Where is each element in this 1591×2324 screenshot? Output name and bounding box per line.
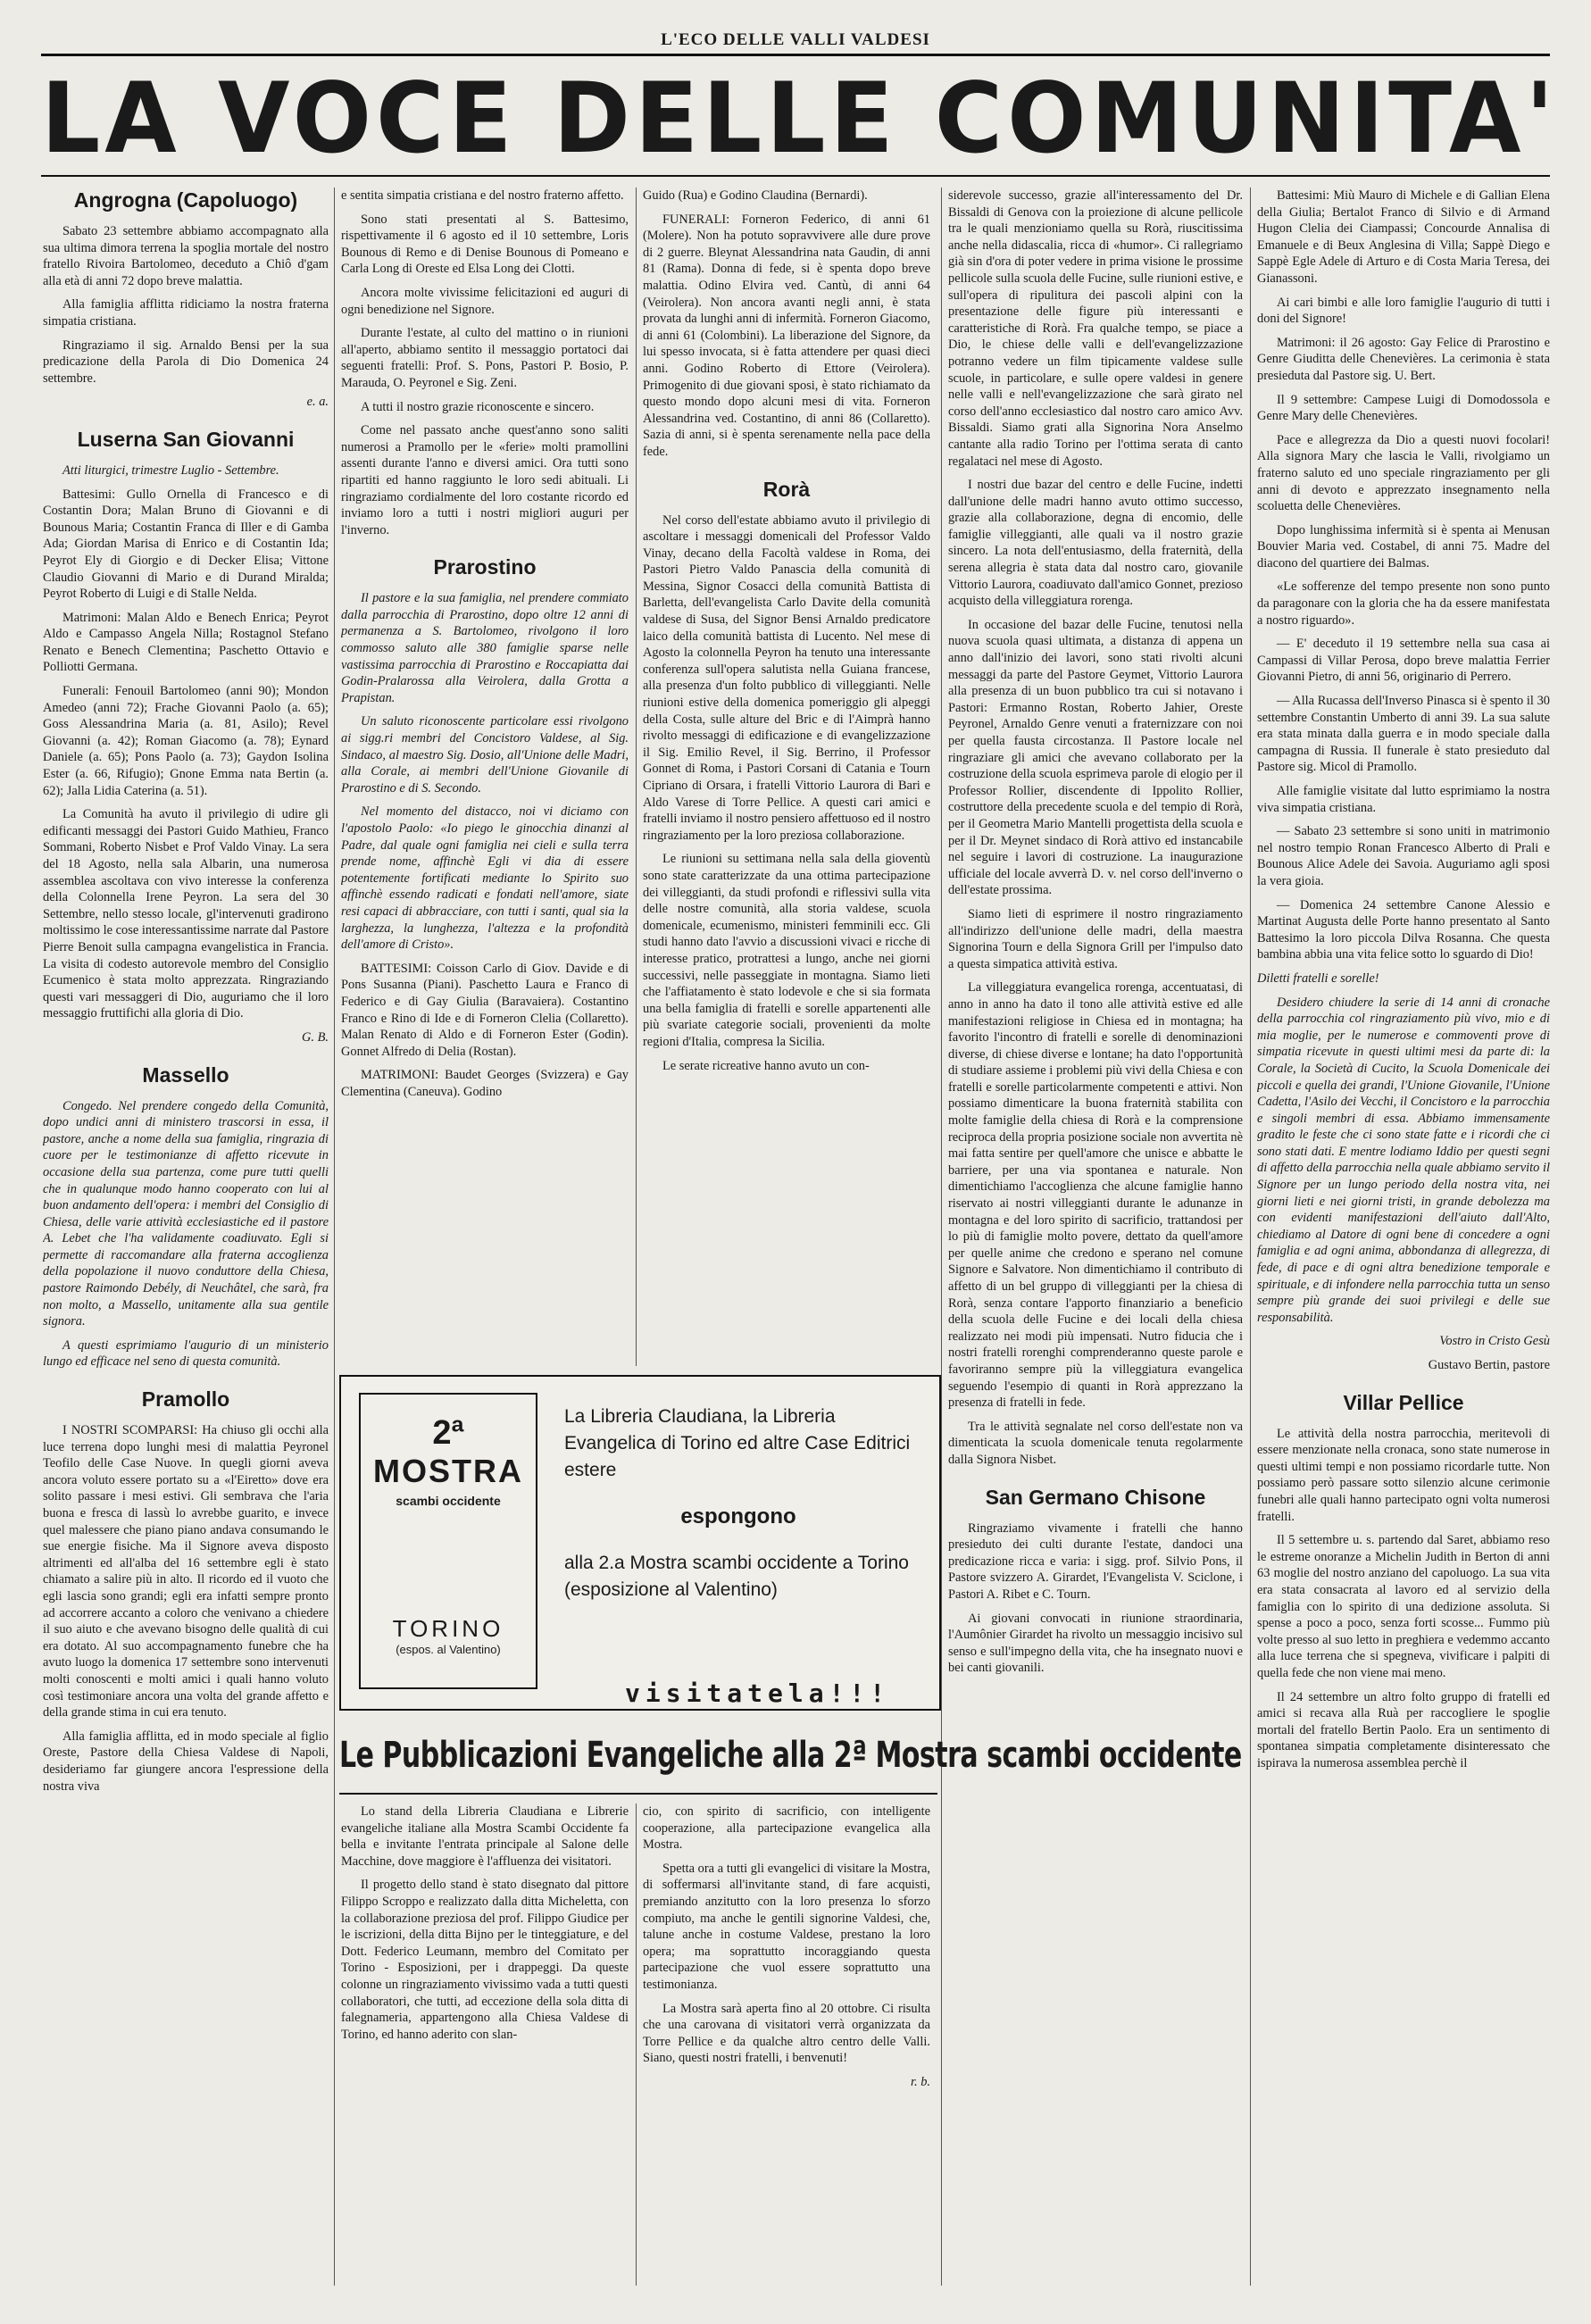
column-rule — [334, 187, 335, 2286]
ad-espongono: espongono — [680, 1504, 796, 1529]
paragraph: Il 9 settembre: Campese Luigi di Domodossola e Genre Mary delle Chenevières. — [1257, 392, 1550, 424]
paragraph: MATRIMONI: Baudet Georges (Svizzera) e Gay Clementina (Caneuva). Godino — [341, 1068, 629, 1099]
signature: Gustavo Bertin, pastore — [1428, 1358, 1550, 1372]
paragraph: Alla famiglia afflitta ridiciamo la nostra fraterna simpatia cristiana. — [43, 297, 329, 329]
paragraph: Battesimi: Miù Mauro di Michele e di Gallian Elena della Giulia; Bertalot Franco di Silvio e di Armand Hugon Clelia dei Ciampassi; Concourde Annalisa di Emanuele e di Beux Anglesina di Villa; Sappè Diego e Sappè Egle Adele di Arturo e di Costa Maria Teresa, dei Gianassoni. — [1257, 188, 1550, 286]
column-rule — [941, 187, 942, 2286]
ad-logo-box — [359, 1393, 537, 1689]
ad-line-1: La Libreria Claudiana, la Libreria Evangelica di Torino ed altre Case Editrici estere — [564, 1406, 911, 1480]
paragraph: Ringraziamo vivamente i fratelli che hanno presieduto dei culti durante l'estate, dandoci una predicazione ricca e varia: i sigg. prof. Silvio Pons, il Pastore svizzero A. Girardet, l'Evangelista V. Sciclone, i Pastori A. Ribet e C. Tourn. — [948, 1520, 1243, 1602]
column-3 — [643, 187, 930, 1366]
paragraph: Tra le attività segnalate nel corso dell'estate non va dimenticata la scuola domenicale tenuta regolarmente dalla Signora Nisbet. — [948, 1419, 1243, 1467]
paragraph: Funerali: Fenouil Bartolomeo (anni 90); Mondon Amedeo (anni 72); Frache Giovanni Paolo (a. 65); Goss Alessandrina Maria (a. 81, Asilo); Revel Giovanni (a. 42); Roman Giacomo (a. 78); Eynard Daniele (a. 65); Pons Paolo (a. 73); Gaydon Isolina Ester (a. 66, Rifugio); Gnone Emma nata Bertin (a. 62); Jalla Lidia Caterina (a. 51). — [43, 684, 329, 798]
paragraph: Nel corso dell'estate abbiamo avuto il privilegio di ascoltare i messaggi domenicali del Professor Valdo Vinay, decano della Facoltà valdese in Roma, dei Pastori Pietro Valdo Panascia della comunità di Messina, Signor Cosacci della comunità Battista di Barletta, dell'evangelista Carlo Davite della comunità valdese di Susa, del Signor Bensi Arnaldo predicatore laico della comunità battista di Lucento. Nel mese di Agosto la colonnella Peyron ha tenuto una interessante conferenza sull'opera salutista nella Guiana francese, alla presenza d'un folto pubblico di villeggianti. Nelle riunioni estive della domenica pomeriggio gli alpeggi della Costa, sulle alture del Bric e di l'Aimprà hanno rivolto messaggi di edificazione e di evangelizzazione il Sig. Emilio Revel, il Sig. Berrino, il Professor Gonnet di Roma, i Pastori Corsani di Catania e Tourn Cipriano di Orsara, i fratelli Vittorio Laurora di Bari e Aldo Varese di Torre Pellice. A questi cari amici e fratelli inviamo il nostro pensiero affettuoso ed il nostro ringraziamento per la loro preziosa collaborazione. — [643, 512, 930, 843]
column-5 — [1257, 187, 1550, 2277]
paragraph: Desidero chiudere la serie di 14 anni di cronache della parrocchia col ringraziamento più vivo, mio e di mia moglie, per le numerose e commoventi prove di simpatia ricevute in questi ultimi mesi da parte di: la Corale, la Società di Cucito, la Scuola Domenicale dei piccoli e quella dei grandi, l'Unione Giovanile, l'Unione Cadetta, l'Asilo dei Vecchi, il Concistoro e la parrocchia e singoli membri di essa. Abbiamo immensamente gradito le feste che ci sono state fatte e i ricordi che ci sono stati dati. E mentre lodiamo Iddio per questi segni di affetto della parrocchia nella quale abbiamo servito il Signore per un lungo periodo della nostra vita, nei giorni lieti e nei giorni tristi, in grande debolezza ma con evidenti manifestazioni dell'aiuto dall'Alto, chiediamo al Datore di ogni bene di concedere a ogni famiglia e ad ogni anima, abbondanza di allegrezza, di fede, di pace e di ogni altra benedizione temporale e spirituale, e di infondere nella parrocchia tutta un senso sempre più grande dei suoi privilegi e delle sue responsabilità. — [1257, 995, 1550, 1325]
section-title-san-germano: San Germano Chisone — [985, 1485, 1206, 1509]
paragraph: Alla famiglia afflitta, ed in modo speciale al figlio Oreste, Pastore della Chiesa Valdese di Napoli, desideriamo far giungere ancora l'espressione della nostra viva — [43, 1728, 329, 1794]
paragraph: Ai giovani convocati in riunione straordinaria, l'Aumônier Girardet ha rivolto un messaggio incisivo sul senso e sull'impegno della vita, che ha insegnato nuovi e bei canti giovanili. — [948, 1611, 1243, 1676]
section-title-angrogna: Angrogna (Capoluogo) — [73, 188, 298, 212]
paragraph: Matrimoni: il 26 agosto: Gay Felice di Prarostino e Genre Giuditta delle Chenevières. La cerimonia è stata presieduta dal Pastore sig. U. Bert. — [1257, 335, 1550, 383]
paragraph: Il pastore e la sua famiglia, nel prendere commiato dalla parrocchia di Prarostino, dopo oltre 12 anni di permanenza a S. Bartolomeo, rivolgono il loro commosso saluto alle 380 famiglie sparse nelle vastissima parrocchia di Prarostino e Roccapiatta dai Godin-Pralarossa alla Veirolera, dalla Grotta a Prapistan. — [341, 591, 629, 705]
paragraph: A tutti il nostro grazie riconoscente e sincero. — [361, 399, 595, 414]
paragraph: «Le sofferenze del tempo presente non sono punto da paragonare con la gloria che ha da essere manifestata a nostro riguardo». — [1257, 579, 1550, 628]
masthead-rule — [41, 175, 1550, 177]
ad-scambi: scambi occidente — [396, 1494, 501, 1508]
paragraph: In occasione del bazar delle Fucine, tenutosi nella nuova scuola quasi ultimata, a distanza di appena un anno dall'inizio dei lavori, sono stati rivolti alcuni messaggi da parte del Pastore Geymet, Vittorio Laurora alla presenza di un buon pubblico tra cui si notavano i Pastori: Ermanno Rostan, Roberto Jahier, Oreste Peyronel, Arnaldo Genre venuti a fraternizzare con noi per quella fausta circostanza. Il Pastore locale nel ringraziare gli amici che avevano collaborato per la costruzione della scuola esprimeva parole di elogio per il Professor Rollier, discendente di Ippolito Rollier, costruttore della precedente scuola e del tempio di Rorà, per il Geometra Mario Mantelli progettista della scuola e per il Dr. Meynet sindaco di Rorà attivo ed instancabile nel seguire i lavori di costruzione. La inaugurazione ufficiale del locale avverrà D. v. nel corso dell'inverno o dell'estate prossima. — [948, 617, 1243, 898]
masthead: LA VOCE DELLE COMUNITA' — [41, 60, 1559, 176]
column-1 — [43, 187, 329, 2277]
signature: G. B. — [302, 1029, 329, 1045]
signature: r. b. — [911, 2074, 930, 2089]
paragraph: A questi esprimiamo l'augurio di un ministerio lungo ed efficace nel seno di questa comunità. — [43, 1337, 329, 1370]
section-title-luserna: Luserna San Giovanni — [77, 427, 295, 451]
section-title-prarostino: Prarostino — [433, 555, 537, 579]
article-headline: Le Pubblicazioni Evangeliche alla 2ª Mostra scambi occidente — [339, 1734, 1242, 1777]
paragraph: Diletti fratelli e sorelle! — [1257, 970, 1379, 986]
column-rule — [1250, 187, 1251, 2286]
paragraph: cio, con spirito di sacrificio, con intelligente cooperazione, alla partecipazione evangelica alla Mostra. — [643, 1804, 930, 1853]
visitatela: visitatela!!! — [625, 1678, 891, 1708]
paragraph: Atti liturgici, trimestre Luglio - Settembre. — [62, 462, 279, 478]
paragraph: — E' deceduto il 19 settembre nella sua casa ai Campassi di Villar Perosa, dopo breve malattia Ferrier Giovanni Pietro, di anni 56, originario di Perrero. — [1257, 637, 1550, 685]
paragraph: I nostri due bazar del centro e delle Fucine, indetti dall'unione delle madri hanno avuto ottimo successo, grazie alla collaborazione, degna di encomio, delle famiglie villeggianti, alle quali va il nostro grazie sincero. La nota dell'entusiasmo, della fraternità, della serena allegria è stata data dal nostro caro, giovanile Vittorio Laurora, coadiuvato dall'amico Gonnet, prezioso acquisto della villeggiatura rorenga. — [948, 478, 1243, 609]
paragraph: FUNERALI: Forneron Federico, di anni 61 (Molere). Non ha potuto sopravvivere alle dure prove di 2 guerre. Bleynat Alessandrina nata Gaudin, di anni 81 (Rama). Donna di fede, si è spenta dopo breve malattia. Odino Elvira ved. Cantù, di anni 64 (Veirolera). Non ancora avanti negli anni, è stata provata da lunghi anni di infermità. Forneron Giacomo, di anni 61 (Colombini). La liberazione del Signore, da lui spesso invocata, si è fatta attendere per quasi dieci anni. Godino Roberto di Ettore (Veirolera). Primogenito di due giovani sposi, è stato richiamato da questo mondo dopo alcuni mesi di vita. Forneron Alessandrina ved. Costantino, di anni 86 (Collaretto). Sazia di anni, si è spenta serenamente nella pace della fede. — [643, 212, 930, 459]
paragraph: La Comunità ha avuto il privilegio di udire gli edificanti messaggi dei Pastori Guido Mathieu, Franco Sommani, Roberto Nisbet e Prof Valdo Vinay. La sera del 18 Agosto, nella sala Albarin, una numerosa assemblea ascoltava con vivo interesse la conferenza della Colonnella Irene Peyron. La sera del 30 Settembre, nello stesso locale, gl'intervenuti gradirono moltissimo le cose interessantissime narrate dal Pastore Pierre Benoit sulla campagna evangelistica in Francia. La visita di codesto autorevole membro del Consiglio Ecumenico è stata molto apprezzata. Ringraziando questi vari messaggeri di Dio, auguriamo che il loro messaggio fruttifichi alla gloria di Dio. — [43, 807, 329, 1021]
article-column-2 — [643, 1803, 930, 2286]
headline-rule — [339, 1793, 937, 1795]
paragraph: I NOSTRI SCOMPARSI: Ha chiuso gli occhi alla luce terrena dopo lunghi mesi di malattia Peyronel Teofilo delle Case Nuove. In quegli giorni aveva ancora voluto essere portato su a «l'Eiretto» dove era solito passare i mesi estivi. Gli sembrava che l'aria buona e fresca di lassù lo avrebbe guarito, e invece quel malessere che piano piano andava consumando le sue energie fisiche. Ma il Signore aveva disposto altrimenti ed all'alba del 16 settembre egli è stato chiamato a salire più in alto. Il ricordo ed il vuoto che egli lascia sono grandi; egli era infatti sempre pronto ad accorrere accanto a coloro che venivano a chiedere il suo aiuto e che avevano bisogno delle qualità di cui era dotato. Al suo accompagnamento funebre che ha avuto luogo la domenica 17 settembre sono intervenuti molti conoscenti e molti amici i quali hanno voluto così testimoniare ancora una volta del grande affetto e della grande stima in cui era tenuto. — [43, 1423, 329, 1720]
paragraph: — Sabato 23 settembre si sono uniti in matrimonio nel nostro tempio Ronan Francesco Alberto di Prali e Bounous Alice Adele dei Savoia. Auguriamo agli sposi la vera gioia. — [1257, 824, 1550, 888]
signature: e. a. — [306, 395, 329, 410]
paragraph: Dopo lunghissima infermità si è spenta ai Menusan Bouvier Maria ved. Costabel, di anni 75. Madre del diacono del quartiere dei Balmas. — [1257, 522, 1550, 571]
paragraph: La villeggiatura evangelica rorenga, accentuatasi, di anno in anno ha dato il tono alle attività estive ed alle manifestazioni religiose in Chiesa ed in montagna; ha favorito l'incontro di fratelli e sorelle di denominazioni diverse, di chiese diverse e lontane; ha dato l'opportunità di studiare assieme i problemi più vivi della Chiesa e con fratelli e sorelle particolarmente competenti e attivi. Non possiamo dimenticare la buona fraternità stabilita con molte famiglie della chiesa di Rorà e la comprensione reciproca della propria posizione sociale non avvertita nè mai fatta sentire per quell'amore che unisce e abbatte le barriere, per una via spontanea e naturale. Non dimentichiamo l'accoglienza che alcune famiglie hanno riservato ai nostri villeggianti durante le adunanze in montagna e del loro spirito di sacrificio, trattandosi per lo più di famiglie molto povere, dettato da quell'amore per quelle anime che credono e sperano nel comune Signore e Salvatore. Non dimentichiamo il contributo di affetto di un bel gruppo di villeggianti per la chiesa di Rorà, senza contare l'apporto finanziario a beneficio della scuola delle Fucine e dei locali della chiesa realizzato nei modi più impensati. Nutro fiducia che i nostri fratelli rorenghi comprenderanno queste parole e favoriranno sempre più la villeggiatura evangelica seguendo l'esempio di quanti in Rorà apprezzano la presenza di fratelli in fede. — [948, 980, 1243, 1411]
paragraph: Il 5 settembre u. s. partendo dal Saret, abbiamo reso le estreme onoranze a Michelin Judith in Berton di anni 63 moglie del nostro anziano del capoluogo. La sua vita era stata consacrata al lavoro ed al servizio della famiglia con lo spirito di una dedizione assoluta. Si spense a poco a poco, senza forti scosse... Fummo più volte presso al suo letto in preghiera e vedemmo accanto alla luce terrena che si spegneva, vivificare i palpiti di quella fede che non viene mai meno. — [1257, 1533, 1550, 1680]
paragraph: BATTESIMI: Coisson Carlo di Giov. Davide e di Pons Susanna (Piani). Paschetto Laura e Franco di Federico e di Gay Giulia (Baravaiera). Costantino Franco e Rino di Ide e di Forneron Clelia (Collaretto). Malan Renato di Aldo e di Forneron Ester (Godin). Gonnet Alfredo di Delia (Rostan). — [341, 961, 629, 1059]
ad-text — [564, 1404, 912, 1603]
paragraph: Le attività della nostra parrocchia, meritevoli di essere menzionate nella cronaca, sono state numerose in questi ultimi tempi e non possiamo ricordarle tutte. Non possiamo però passare sotto silenzio alcune cerimonie funebri alle quali hanno partecipato ogni volta numerosi fratelli. — [1257, 1426, 1550, 1524]
section-title-pramollo: Pramollo — [141, 1387, 230, 1412]
paragraph: Il 24 settembre un altro folto gruppo di fratelli ed amici si recava alla Ruà per raccogliere le spoglie mortali del fratello Bertin Paolo. Era un sentimento di spontanea simpatia completamente disinteressato che ispirava la numerosa assemblea perchè il — [1257, 1689, 1550, 1770]
paragraph: Siamo lieti di esprimere il nostro ringraziamento all'indirizzo dell'unione delle madri, della maestra Signorina Tourn e della Signora Grill per l'impulso dato a questa simpatica attività estiva. — [948, 906, 1243, 971]
ad-line-2: alla 2.a Mostra scambi occidente a Torino (esposizione al Valentino) — [564, 1553, 909, 1600]
paragraph: Nel momento del distacco, noi vi diciamo con l'apostolo Paolo: «Io piego le ginocchia dinanzi al Padre, dal quale ogni famiglia nei cieli e sulla terra prende nome, affinchè Egli vi dia di essere potentemente fortificati mediante lo Spirito suo affinchè essendo radicati e fondati nell'amore, siate resi capaci di abbracciare, con tutti i santi, qual sia la larghezza, la lunghezza, l'altezza e la profondità dell'amore di Cristo». — [341, 804, 629, 953]
column-4 — [948, 187, 1243, 2277]
paragraph: Guido (Rua) e Godino Claudina (Bernardi). — [643, 188, 868, 203]
signature: Vostro in Cristo Gesù — [1439, 1334, 1550, 1349]
ad-mostra: MOSTRA — [373, 1453, 523, 1489]
paragraph: Il progetto dello stand è stato disegnato dal pittore Filippo Scroppo e realizzato dalla ditta Micheletta, con la collaborazione preziosa del prof. Filippo Giudice per le iscrizioni, della ditta Bijno per le tinteggiature, e del Dott. Federico Leumann, membro del Comitato per Torino - Esposizioni, per i drappeggi. Da queste colonne un ringraziamento vivissimo vada a tutti questi collaboratori, che tutti, ad eccezione della sola ditta di falegnameria, appartengono alla Chiesa Valdese di Torino, ed hanno aderito con slan- — [341, 1878, 629, 2042]
paragraph: Ai cari bimbi e alle loro famiglie l'augurio di tutti i doni del Signore! — [1257, 295, 1550, 327]
paragraph: Le serate ricreative hanno avuto un con- — [662, 1058, 870, 1073]
paragraph: — Domenica 24 settembre Canone Alessio e Martinat Augusta delle Porte hanno presentato al Santo Battesimo la loro piccola Dilva Rosanna. Che questa bambina abbia una vita felice sotto lo sguardo di Dio! — [1257, 897, 1550, 962]
paragraph: Sono stati presentati al S. Battesimo, rispettivamente il 6 agosto ed il 10 settembre, Loris Bounous di Remo e di Denise Bounous di Pomeano e Carla Long di Oreste ed Elsa Long dei Clotti. — [341, 212, 629, 277]
running-head: L'ECO DELLE VALLI VALDESI — [661, 30, 930, 49]
paragraph: siderevole successo, grazie all'interessamento del Dr. Bissaldi di Genova con la proiezione di alcune pellicole tra le quali menzioniamo quella su Rorà, riuscitissima anche nella didascalia, ricca di «humor». Ci rallegriamo già sin d'ora di poter vedere in prima visione le prossime pellicole sulla scuola delle Fucine, sulle riunioni estive, e sull'opera di ripulitura dei pascoli alpini con la presentazione delle figure più interessanti e caratteristiche di Rorà. Fra qualche tempo, se piace a Dio, le chiese delle valli e dell'evangelizzazione potranno vedere un film tipicamente valdese sulle scuole, in particolare, e sulle opere valdesi in genere nelle valli e nell'evangelizzazione che sarà girato nel corso dell'anno ecclesiastico dal nostro caro amico Avv. Bissaldi. Siamo grati alla Signorina Nora Anselmo cantante alla radio Torino per l'ottima serata di canto regalataci nel mese di Agosto. — [948, 188, 1243, 469]
paragraph: Sabato 23 settembre abbiamo accompagnato alla sua ultima dimora terrena la spoglia mortale del nostro fratello Rivoira Bartolomeo, deceduto a Chiô d'gam alla età di anni 72 dopo breve malattia. — [43, 224, 329, 288]
ad-espos: (espos. al Valentino) — [396, 1643, 501, 1656]
top-rule — [41, 54, 1550, 56]
paragraph: Ringraziamo il sig. Arnaldo Bensi per la sua predicazione della Parola di Dio Domenica 24 settembre. — [43, 337, 329, 386]
paragraph: Congedo. Nel prendere congedo della Comunità, dopo undici anni di ministero trascorsi in essa, il pastore, anche a nome della sua famiglia, ringrazia di cuore per le testimonianze di affetto ricevute in occasione della sua partenza, come pure tutti quelli che in qualunque modo hanno cooperato con lui al buon andamento dell'opera: i membri del Consiglio di Chiesa, delle varie attività ecclesiastiche ed il pastore A. Lebet che l'ha validamente coadiuvato. Egli si permette di raccomandare alla fraterna accoglienza della popolazione il nuovo conduttore della Chiesa, pastore Raimondo Debély, di Neuchâtel, che sarà, fra non molto, a Massello, unitamente alla sua gentile signora. — [43, 1098, 329, 1329]
ad-number: 2ª — [432, 1414, 464, 1452]
paragraph: Alle famiglie visitate dal lutto esprimiamo la nostra viva simpatia cristiana. — [1257, 784, 1550, 815]
ad-torino: TORINO — [392, 1615, 504, 1642]
paragraph: Ancora molte vivissime felicitazioni ed auguri di ogni benedizione nel Signore. — [341, 285, 629, 317]
paragraph: Lo stand della Libreria Claudiana e Librerie evangeliche italiane alla Mostra Scambi Occidente fa bella e invitante l'entrata principale al Salone delle Macchine, dove maggiore è l'affluenza dei visitatori. — [341, 1804, 629, 1869]
paragraph: Pace e allegrezza da Dio a questi nuovi focolari! Alla signora Mary che lascia le Valli, rivolgiamo un fraterno saluto ed uno speciale ringraziamento per gli anni di devoto e apprezzato insegnamento nella scoluetta delle Chenevières. — [1257, 432, 1550, 514]
paragraph: Le riunioni su settimana nella sala della gioventù sono state caratterizzate da una ottima partecipazione dei villeggianti, da studi profondi e riflessivi sulla vita delle nostre comunità, alla storia valdese, scuola domenicale, ecumenismo, ministeri femminili ecc. Gli studi hanno dato l'avvio a discussioni vivaci e ricche di interesse pratico, protrattesi a lungo, anche nei giorni successivi, nelle passeggiate in montagna. Siamo lieti che l'affiatamento è stato lodevole e che si sia formata una bella famiglia di fratelli e sorelle appartenenti alle più svariate categorie sociali, provenienti da molte regioni d'Italia, compresa la Sicilia. — [643, 852, 930, 1049]
section-title-massello: Massello — [142, 1062, 229, 1087]
section-title-villar-pellice: Villar Pellice — [1343, 1390, 1464, 1414]
paragraph: e sentita simpatia cristiana e del nostro fraterno affetto. — [341, 188, 624, 203]
paragraph: Un saluto riconoscente particolare essi rivolgono ai sigg.ri membri del Concistoro Valdese, al Sig. Sindaco, al maestro Sig. Dosio, all'Unione delle Madri, alla Corale, ai membri dell'Unione Giovanile di Prarostino e di S. Secondo. — [341, 714, 629, 795]
paragraph: — Alla Rucassa dell'Inverso Pinasca si è spento il 30 settembre Constantin Umberto di anni 39. La sua salute era stata minata dalla guerra e in modo speciale dalla campagna di Russia. Il funerale è stato presieduto dal Pastore sig. Micol di Pramollo. — [1257, 694, 1550, 775]
column-2 — [341, 187, 629, 1366]
mostra-advertisement — [339, 1375, 941, 1711]
section-title-rora: Rorà — [762, 477, 811, 501]
paragraph: Matrimoni: Malan Aldo e Benech Enrica; Peyrot Aldo e Campasso Angela Nilla; Rostagnol Stefano Renato e Benech Clementina; Paschetto Ottavio e Polliotti Germana. — [43, 610, 329, 675]
column-rule — [636, 187, 637, 1366]
paragraph: La Mostra sarà aperta fino al 20 ottobre. Ci risulta che una carovana di visitatori verrà organizzata da Torre Pellice e da qualche altro centro delle Valli. Siano, questi nostri fratelli, i benvenuti! — [643, 2001, 930, 2066]
paragraph: Come nel passato anche quest'anno sono saliti numerosi a Pramollo per le «ferie» molti pramollini assenti durante l'anno e diversi amici. Ora tutti sono ripartiti ed hanno raggiunto le loro sedi abituali. Li ringraziamo cordialmente del loro costante ricordo ed inviamo loro a tutti i nostri migliori auguri per l'inverno. — [341, 423, 629, 537]
column-rule — [636, 1803, 637, 2286]
article-column-1 — [341, 1803, 629, 2286]
paragraph: Durante l'estate, al culto del mattino o in riunioni all'aperto, abbiamo sentito il messaggio portatoci dai seguenti fratelli: Prof. S. Pons, Pastori P. Bosio, P. Marauda, O. Peyronel e Sig. Zeni. — [341, 326, 629, 390]
paragraph: Spetta ora a tutti gli evangelici di visitare la Mostra, di soffermarsi all'invitante stand, di fare acquisti, premiando anzitutto con la loro presenza lo sforzo compiuto, ma anche le gentili signorine Valdesi, che, talune anche in costume Valdese, prestano la loro opera; ma soprattutto incoraggiando questa partecipazione che vuol essere soprattutto una testimonianza. — [643, 1861, 930, 1992]
paragraph: Battesimi: Gullo Ornella di Francesco e di Costantin Dora; Malan Bruno di Giovanni e di Bounous Maria; Costantin Franca di Iller e di Gamba Ada; Giordan Marisa di Enrico e di Costantin Ida; Peyrot Ely di Giorgio e di Decker Elisa; Vittone Claudio Giovanni di Mario e di Durand Miralda; Peyrot Roberto di Luigi e di Stalle Nelda. — [43, 487, 329, 602]
